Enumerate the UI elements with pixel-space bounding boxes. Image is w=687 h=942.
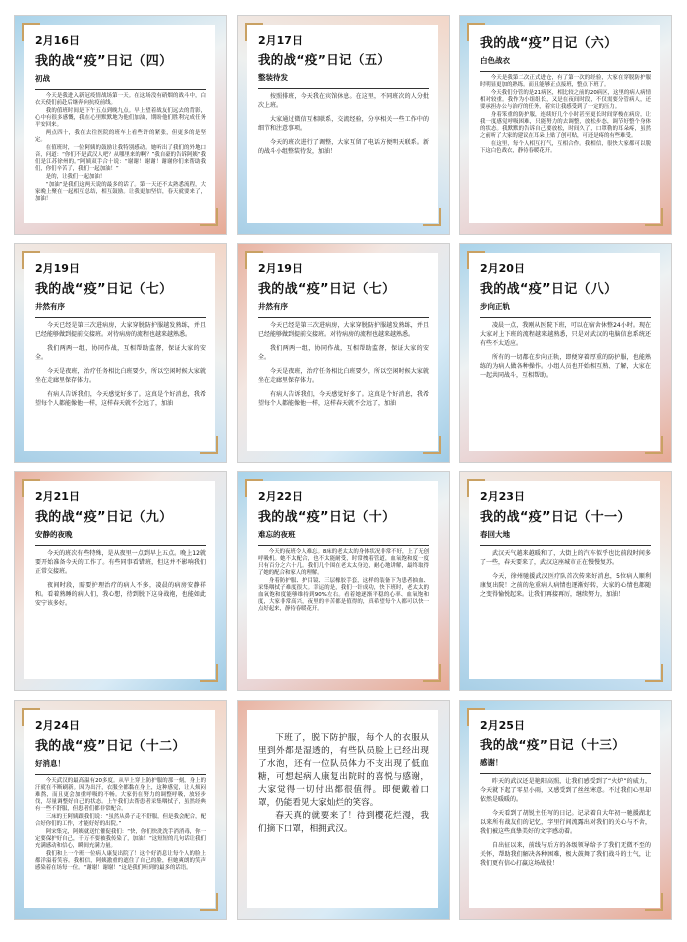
entry-date: 2月19日 bbox=[258, 262, 303, 275]
paragraph: 按照排班，今天我在宾馆休息。在这里，不同班次的人分批次上班。 bbox=[258, 93, 429, 109]
divider bbox=[480, 545, 651, 546]
corner-ornament bbox=[645, 208, 663, 226]
entry-body bbox=[35, 778, 206, 872]
entry-date: 2月23日 bbox=[480, 490, 525, 503]
diary-card bbox=[247, 253, 438, 451]
divider bbox=[35, 89, 206, 90]
corner-ornament bbox=[467, 251, 485, 269]
corner-ornament bbox=[245, 23, 263, 41]
paragraph: 凌晨一点，我刚从医院下班，可以在宿舍休整24小时。现在大家对上下班的流程越来越熟悉，只是对武汉的电脑信息系统还有些不太适应。 bbox=[480, 322, 651, 347]
paragraph: 今天是我第二次正式进仓，有了第一次的经验，大家在穿脱防护服时明显更加的熟练。而且能够正点接班，整点下班了。 bbox=[480, 75, 651, 88]
diary-tile-4 bbox=[14, 243, 227, 463]
paragraph: 是的，让我们一起加油！ bbox=[45, 174, 106, 180]
entry-body bbox=[35, 549, 206, 608]
corner-ornament bbox=[467, 23, 485, 41]
entry-date: 2月20日 bbox=[480, 262, 525, 275]
paragraph: 春天真的就要来了！待到樱花烂漫，我们摘下口罩，相拥武汉。 bbox=[258, 811, 429, 834]
divider bbox=[35, 545, 206, 546]
corner-ornament bbox=[22, 23, 40, 41]
diary-tile-2 bbox=[237, 15, 450, 235]
paragraph: 今天是我进入新冠疫情战场第一天。在这场没有硝烟的战斗中，白衣天使们前赴后继奔向抗疫前线。 bbox=[35, 93, 206, 106]
paragraph: 下班了，脱下防护服，每个人的衣服从里到外都是湿透的，有些队员脸上已经出现了水泡，还有一位队员体力不支出现了低血糖，可想起病人康复出院时的喜悦与感谢，大家觉得一切付出都很值得。即便戴着口罩，仍能看见大家灿烂的笑容。 bbox=[258, 733, 429, 808]
diary-card bbox=[24, 710, 215, 908]
entry-date: 2月19日 bbox=[35, 262, 80, 275]
diary-card bbox=[24, 25, 215, 223]
entry-body bbox=[258, 92, 429, 156]
paragraph: 今天武汉的最高温有20多度。从早上穿上防护服的那一刻，身上的汗就在不断刷新。因为出汗，衣服全都黏在身上，这种感觉，让人烦闷难熬，而且更会加重呼吸的不畅。大家仍在努力的调整呼吸，放轻步伐，尽量调整好自己的状态。上午我们去帮患者采集咽拭子，虽然经典有一些不舒服，但患者们都非常配合。 bbox=[35, 778, 206, 812]
corner-ornament bbox=[645, 664, 663, 682]
entry-body bbox=[480, 75, 651, 155]
corner-ornament bbox=[645, 893, 663, 911]
corner-ornament bbox=[467, 708, 485, 726]
entry-date: 2月25日 bbox=[480, 719, 525, 732]
entry-date: 2月22日 bbox=[258, 490, 303, 503]
paragraph: 身着防护服、护目镜、三层橡胶手套，这样的装备下为患者抽血、采集咽拭子难度很大。幸运的是，我们一针成功，快下班时，老太太的血氧饱和度能够维持到90%左右。看着她逐渐平稳的心率、血氧饱和度，大家非常高兴，夜里的辛苦都是值得的，真希望每个人都可以快一点好起来，静待春暖花开。 bbox=[258, 578, 429, 612]
paragraph: 阿宋集完，阿姨就送忙催促我们：“快，你们快洗洗手消消毒，你一定要保护好自己，千万不要被我传染了，加油！”这短短的几句话让我们充满感动和信心，瞬间充满力量。 bbox=[35, 829, 206, 849]
corner-ornament bbox=[200, 893, 218, 911]
diary-tile-9 bbox=[459, 471, 672, 691]
diary-card bbox=[469, 710, 660, 908]
diary-tile-6 bbox=[459, 243, 672, 463]
paragraph: 今天，徐州驰援武汉医疗队首次传来好消息，5位病人顺利康复出院！之前的危重病人病情也逐渐好转，大家的心情也都随之变得愉悦起来。让我们再接再厉，继续努力，加油！ bbox=[480, 573, 651, 598]
entry-title: 我的战“疫”日记（四） bbox=[35, 54, 173, 69]
diary-tile-1 bbox=[14, 15, 227, 235]
paragraph: 大家通过微信互相联系，交流经验，分享相关一些工作中的细节和注意事项。 bbox=[258, 116, 429, 132]
corner-ornament bbox=[645, 436, 663, 454]
paragraph: 今天看到了胡锐主任写的日记。记录着自大年初一驰援湖北以来所有战友们的记忆，字里行间流露出对我们的关心与不舍，我们被这些真挚美好的文字感动着。 bbox=[480, 810, 651, 835]
diary-tile-11 bbox=[237, 700, 450, 920]
paragraph: 今天是夜班，治疗任务相比白班要少，所以空闲时候大家就坐在走廊里保存体力。 bbox=[258, 368, 429, 384]
paragraph: 身着笨重的防护服，连续好几个小时甚至更长时间穿梭在病房，让我一度感觉呼吸困难，只能努力的去调整，放松步态，调节好整个身体的状态。我默默的告诉自己要放松，时间久了，口罩勒的耳朵疼，虽然之前听了大家的建议在耳朵上贴了创可贴，可还是疼的有些难受。 bbox=[480, 112, 651, 139]
corner-ornament bbox=[423, 436, 441, 454]
entry-body bbox=[480, 777, 651, 868]
entry-subtitle: 井然有序 bbox=[35, 302, 65, 311]
paragraph: 有病人告诉我们，今天感觉好多了。这真是个好消息，我希望每个人都能像他一样，这样春天就不会远了，加油 bbox=[35, 391, 206, 407]
diary-card bbox=[247, 710, 438, 908]
entry-subtitle: 白色战衣 bbox=[480, 56, 510, 65]
divider bbox=[480, 317, 651, 318]
paragraph: 我的值班时间是下午五点到晚九点。早上望着战友们远去的背影，心中有很多感慨，我在心里默默地为他们加油，期盼他们胜利完成任务平安回来。 bbox=[35, 108, 206, 128]
diary-tile-7 bbox=[14, 471, 227, 691]
entry-body bbox=[480, 549, 651, 599]
entry-subtitle: 井然有序 bbox=[258, 302, 288, 311]
entry-title: 我的战“疫”日记（十二） bbox=[35, 739, 186, 754]
entry-date: 2月17日 bbox=[258, 34, 303, 47]
entry-title: 我的战“疫”日记（七） bbox=[35, 282, 173, 297]
diary-card bbox=[24, 481, 215, 679]
paragraph: 今天已经是第三次进病房，大家穿脱防护服越发熟练，并且已经能够做到提前交接班。对待病房的流程也越来越熟悉。 bbox=[35, 322, 206, 338]
paragraph: “加油”是我们这两天说的最多的话了。第一天还不太熟悉流程，大家晚上聚在一起相互总结，相互鼓励。让我更加坚信，春天就要来了，加油！ bbox=[35, 182, 206, 202]
diary-tile-3 bbox=[459, 15, 672, 235]
corner-ornament bbox=[467, 479, 485, 497]
entry-title: 我的战“疫”日记（七） bbox=[258, 282, 396, 297]
entry-title: 我的战“疫”日记（十一） bbox=[480, 510, 631, 525]
corner-ornament bbox=[200, 208, 218, 226]
corner-ornament bbox=[423, 208, 441, 226]
corner-ornament bbox=[22, 479, 40, 497]
paragraph: 今天我们分管的是21病区，相比较之前的20病区，这里的病人病情相对较重。我作为小组组长，又是在夜间时段，不仅需要分管病人，还要承担办公与治疗的任务，着实让我感受到了一定的压力。 bbox=[480, 90, 651, 110]
corner-ornament bbox=[22, 251, 40, 269]
entry-body bbox=[258, 549, 429, 613]
paragraph: 两点四十，我在去往医院的班车上看些许的紧张，但更多的是坚定。 bbox=[35, 130, 206, 143]
entry-subtitle: 难忘的夜班 bbox=[258, 530, 296, 539]
divider bbox=[258, 545, 429, 546]
diary-card bbox=[469, 481, 660, 679]
entry-body bbox=[480, 321, 651, 380]
paragraph: 所有的一切都在步向正轨，即便穿着厚重的防护服，也能熟练的为病人做各种操作。小组人员也开始相互熟、了解，大家在一起共同战斗，互相帮助。 bbox=[480, 354, 651, 379]
paragraph: 今天的班次进行了调整，大家互留了电话方便明天联系。新的战斗小组整装待发，加油！ bbox=[258, 139, 429, 155]
diary-card bbox=[24, 253, 215, 451]
entry-subtitle: 春回大地 bbox=[480, 530, 510, 539]
paragraph: 今天的夜班令人难忘。8床的老太太的身体状况非常不好，上了无创呼吸机。她不太配合，也不太能耐受，时常拽着管道，血氧饱和度一度只有百分之六十几。我们几个围在老太太身边，耐心地讲解，最终取得了她的配合和家人的理解。 bbox=[258, 549, 429, 576]
entry-title: 我的战“疫”日记（十三） bbox=[480, 737, 626, 752]
corner-ornament bbox=[245, 251, 263, 269]
entry-subtitle: 感谢！ bbox=[480, 758, 503, 767]
entry-subtitle: 好消息！ bbox=[35, 759, 65, 768]
entry-title: 我的战“疫”日记（五） bbox=[258, 52, 391, 67]
paragraph: 我们两两一组，协同作战，互相帮助监督，保证大家的安全。 bbox=[35, 345, 206, 361]
entry-title: 我的战“疫”日记（六） bbox=[480, 36, 618, 51]
entry-body bbox=[35, 321, 206, 408]
diary-tile-12 bbox=[459, 700, 672, 920]
paragraph: 今天已经是第三次进病房，大家穿脱防护服越发熟练，并且已经能够做到提前交接班。对待病房的流程也越来越熟悉。 bbox=[258, 322, 429, 338]
corner-ornament bbox=[245, 479, 263, 497]
corner-ornament bbox=[200, 436, 218, 454]
divider bbox=[258, 317, 429, 318]
entry-title: 我的战“疫”日记（九） bbox=[35, 510, 173, 525]
divider bbox=[480, 71, 651, 72]
paragraph: 今天的班次有些特殊，是从夜里一点到早上五点。晚上12就要开始准备今天的工作了。有些同事看错班，但这并不影响我们正常交接班。 bbox=[35, 550, 206, 575]
diary-card bbox=[469, 253, 660, 451]
paragraph: 夜间时段，需要护理治疗的病人不多，凌晨的病房安静祥和。看着熟睡的病人们，我心想，待到脱下这身战袍，也能如此安宁该多好。 bbox=[35, 582, 206, 607]
diary-card bbox=[247, 25, 438, 223]
diary-tile-5 bbox=[237, 243, 450, 463]
paragraph: 在值班时，一位阿姨的鼓励让我特别感动。她听出了我们的外地口音，问道：“你们不是武汉人吧？从哪里来的啊？”我自豪的告诉阿姨“我们是江苏徐州的。”阿姨双手合十说：“谢谢！谢谢！谢谢你们来帮助我们，你们辛苦了，我们一起加油！” bbox=[35, 145, 206, 172]
diary-tile-10 bbox=[14, 700, 227, 920]
entry-date: 2月16日 bbox=[35, 34, 80, 47]
diary-card bbox=[247, 481, 438, 679]
entry-date: 2月21日 bbox=[35, 490, 80, 503]
entry-subtitle: 初战 bbox=[35, 74, 50, 83]
entry-body bbox=[258, 321, 429, 408]
paragraph: 昨天的武汉还是艳阳高照，让我们感受到了“火炉”的威力，今天就下起了零星小雨，又感受到了丝丝寒意。不过我们心里却依然是暖暖的。 bbox=[480, 778, 651, 803]
diary-tile-8 bbox=[237, 471, 450, 691]
diary-card bbox=[469, 25, 660, 223]
entry-body bbox=[258, 732, 429, 836]
corner-ornament bbox=[200, 664, 218, 682]
paragraph: 有病人告诉我们，今天感觉好多了。这真是个好消息，我希望每个人都能像他一样，这样春天就不会远了，加油 bbox=[258, 391, 429, 407]
entry-body bbox=[35, 93, 206, 203]
paragraph: 我们两两一组，协同作战，互相帮助监督，保证大家的安全。 bbox=[258, 345, 429, 361]
paragraph: 我们和上一个班一位病人康复出院了！这个好消息让每个人的脸上都洋溢着笑容。我相信，阿姨激重的遮住了自己的脸，但她爽朗的笑声感染着在场每一位。“谢谢！谢谢！”这是我们听到的最多的话语。 bbox=[35, 851, 206, 871]
paragraph: 在这里，每个人相互打气，互相合作。我相信，很快大家都可以脱下这白色战衣，静待春暖花开。 bbox=[480, 141, 651, 154]
paragraph: 今天是夜班，治疗任务相比白班要少，所以空闲时候大家就坐在走廊里保存体力。 bbox=[35, 368, 206, 384]
divider bbox=[35, 774, 206, 775]
paragraph: 三床的王阿姨跟我们说：“虽然从鼻子走不舒服，但是我会配合，配合好你们的工作，才能好好的出院。” bbox=[35, 814, 206, 827]
corner-ornament bbox=[22, 708, 40, 726]
divider bbox=[480, 773, 651, 774]
entry-date: 2月24日 bbox=[35, 719, 80, 732]
entry-title: 我的战“疫”日记（八） bbox=[480, 282, 618, 297]
divider bbox=[35, 317, 206, 318]
entry-subtitle: 整装待发 bbox=[258, 73, 288, 82]
paragraph: 武汉天气越来越暖和了，大街上的汽车似乎也比前段时间多了一些，春天要来了，武汉这座城市正在慢慢复苏。 bbox=[480, 550, 651, 566]
corner-ornament bbox=[423, 664, 441, 682]
paragraph: 自出征以来，前线与后方的各级领导给予了我们无微不至的关怀，帮助我们解决各种困难，极大鼓舞了我们战斗的士气，让我们更有信心打赢这场战役！ bbox=[480, 842, 651, 867]
entry-title: 我的战“疫”日记（十） bbox=[258, 510, 396, 525]
entry-subtitle: 步向正轨 bbox=[480, 302, 510, 311]
entry-subtitle: 安静的夜晚 bbox=[35, 530, 73, 539]
divider bbox=[258, 88, 429, 89]
